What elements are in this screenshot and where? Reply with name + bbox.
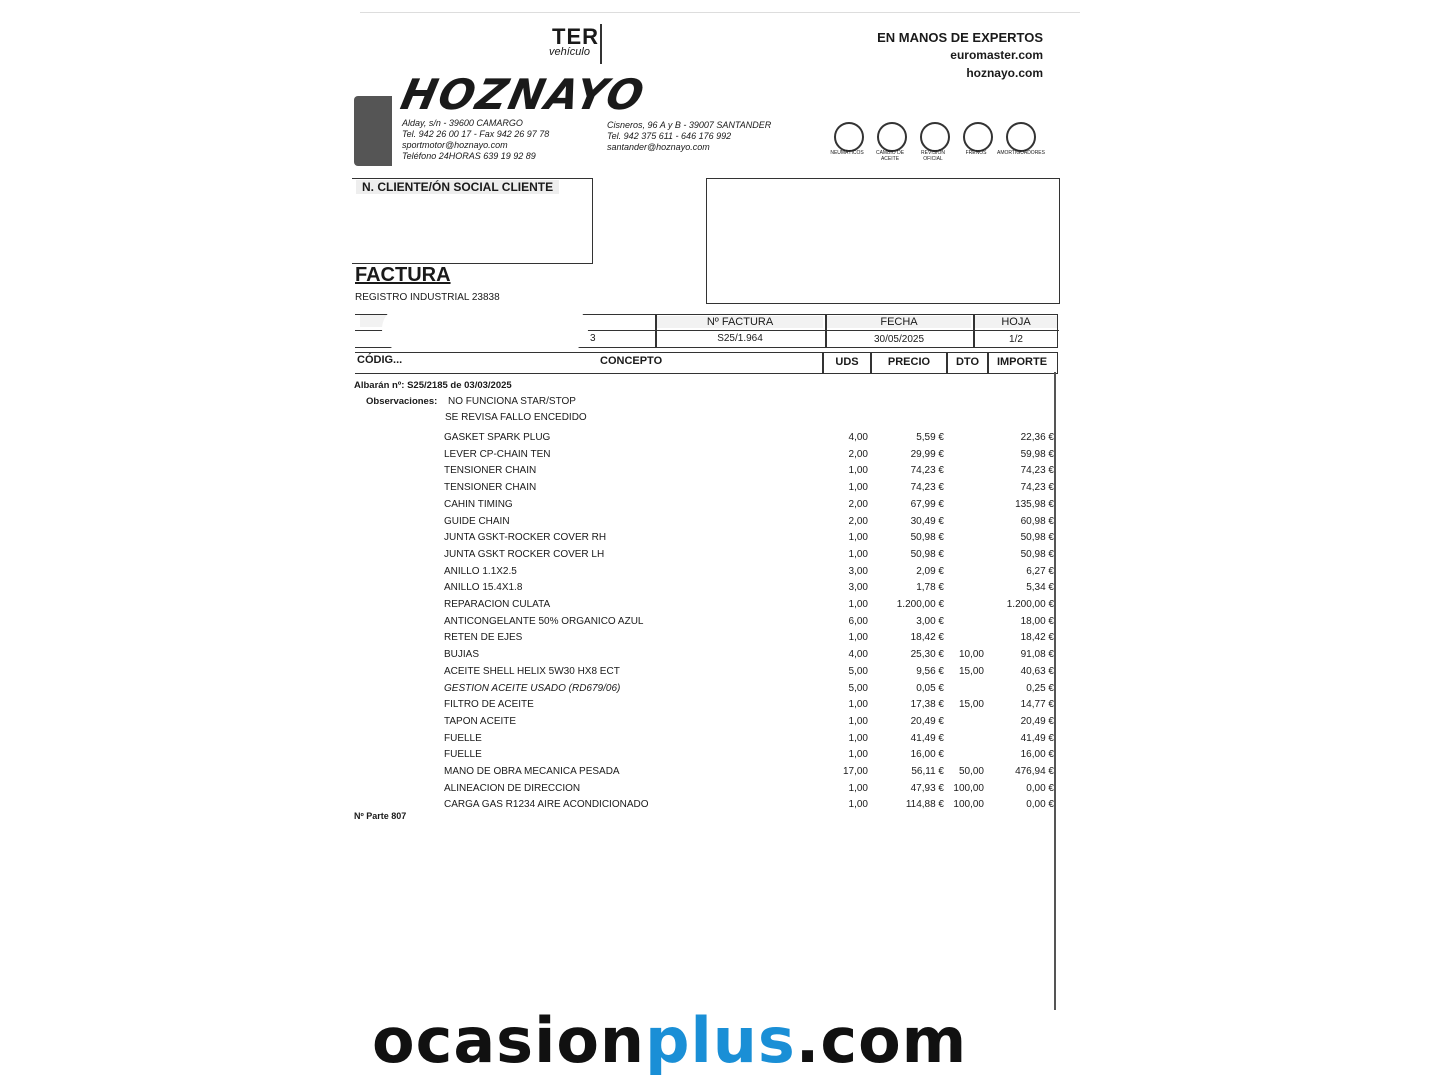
- document-title: FACTURA: [355, 264, 451, 286]
- address-santander: [607, 120, 771, 153]
- item-uds: 2,00: [848, 448, 868, 460]
- table-row: [0, 597, 1440, 613]
- item-uds: 4,00: [848, 649, 868, 661]
- item-importe: 41,49 €: [1020, 732, 1054, 744]
- table-row: [0, 564, 1440, 580]
- item-precio: 41,49 €: [910, 732, 944, 744]
- item-precio: 16,00 €: [910, 749, 944, 761]
- item-uds: 1,00: [848, 465, 868, 477]
- meta-header-page: HOJA: [975, 316, 1057, 328]
- item-concept: FUELLE: [444, 749, 482, 761]
- observation-line: SE REVISA FALLO ENCEDIDO: [445, 412, 587, 423]
- address-line: Teléfono 24HORAS 639 19 92 89: [402, 151, 536, 161]
- recipient-address-box: [706, 178, 1060, 304]
- table-row: [0, 681, 1440, 697]
- item-importe: 74,23 €: [1020, 465, 1054, 477]
- item-dto: 15,00: [958, 699, 984, 711]
- brand-small-top: TER: [552, 24, 599, 49]
- item-precio: 20,49 €: [910, 715, 944, 727]
- item-precio: 5,59 €: [916, 432, 944, 443]
- header-concepto: CONCEPTO: [600, 355, 663, 367]
- item-importe: 74,23 €: [1020, 482, 1054, 494]
- meta-value-date: 30/05/2025: [873, 334, 925, 345]
- registry-number: REGISTRO INDUSTRIAL 23838: [355, 292, 500, 303]
- item-concept: REPARACION CULATA: [444, 599, 551, 610]
- item-uds: 6,00: [848, 615, 868, 627]
- meta-header-invoice-number: Nº FACTURA: [657, 316, 823, 328]
- table-row: [0, 463, 1440, 479]
- address-line: santander@hoznayo.com: [607, 142, 710, 152]
- table-row: [0, 480, 1440, 496]
- logo-mark: [354, 96, 392, 166]
- logo-text: HOZNAYO: [396, 70, 650, 119]
- meta-value-invoice-number: S25/1.964: [717, 333, 763, 344]
- item-uds: 3,00: [848, 565, 868, 577]
- table-row: [0, 664, 1440, 680]
- item-precio: 1.200,00 €: [896, 599, 944, 610]
- item-concept: GASKET SPARK PLUG: [444, 432, 551, 443]
- item-importe: 59,98 €: [1020, 448, 1054, 460]
- table-row: [0, 764, 1440, 780]
- item-precio: 17,38 €: [910, 699, 944, 711]
- address-line: Tel. 942 375 611 - 646 176 992: [607, 131, 732, 141]
- item-concept: RETEN DE EJES: [444, 632, 523, 644]
- parte-number: Nº Parte 807: [354, 811, 407, 821]
- address-line: Tel. 942 26 00 17 - Fax 942 26 97 78: [402, 129, 550, 139]
- item-precio: 29,99 €: [910, 448, 944, 460]
- item-precio: 1,78 €: [916, 582, 944, 594]
- item-concept: JUNTA GSKT ROCKER COVER LH: [444, 548, 605, 560]
- item-concept: ANILLO 1.1X2.5: [444, 565, 517, 577]
- item-uds: 1,00: [848, 732, 868, 744]
- item-concept: MANO DE OBRA MECANICA PESADA: [444, 766, 620, 777]
- car-inspection-icon: [920, 122, 950, 152]
- item-uds: 1,00: [848, 532, 868, 544]
- item-uds: 1,00: [848, 715, 868, 727]
- redacted-area: [382, 306, 588, 352]
- item-precio: 30,49 €: [910, 515, 944, 527]
- table-row: [0, 731, 1440, 747]
- site-hoznayo: hoznayo.com: [966, 66, 1043, 80]
- watermark-part3: .com: [795, 1004, 968, 1077]
- item-importe: 20,49 €: [1020, 715, 1054, 727]
- item-uds: 1,00: [848, 599, 868, 610]
- table-row: [0, 580, 1440, 596]
- item-uds: 1,00: [848, 548, 868, 560]
- item-precio: 50,98 €: [910, 548, 944, 560]
- item-precio: 25,30 €: [910, 649, 944, 661]
- item-precio: 18,42 €: [910, 632, 944, 644]
- item-precio: 74,23 €: [910, 465, 944, 477]
- item-concept: ACEITE SHELL HELIX 5W30 HX8 ECT: [444, 665, 620, 677]
- item-importe: 50,98 €: [1020, 532, 1054, 544]
- item-importe: 40,63 €: [1020, 665, 1054, 677]
- item-uds: 1,00: [848, 749, 868, 761]
- table-row: [0, 447, 1440, 463]
- item-importe: 18,42 €: [1020, 632, 1054, 644]
- table-row: [0, 614, 1440, 630]
- item-concept: BUJIAS: [444, 649, 480, 661]
- item-dto: 15,00: [958, 665, 984, 677]
- meta-header-date: FECHA: [827, 316, 971, 328]
- table-row: [0, 630, 1440, 646]
- item-concept: CAHIN TIMING: [444, 498, 513, 510]
- item-precio: 56,11 €: [911, 766, 944, 777]
- item-importe: 135,98 €: [1015, 498, 1054, 510]
- table-row: [0, 514, 1440, 530]
- header-uds: UDS: [835, 356, 859, 368]
- item-dto: 100,00: [953, 782, 984, 794]
- scan-edge: [360, 12, 1080, 13]
- item-concept: TAPON ACEITE: [444, 715, 517, 727]
- brakes-icon: [963, 122, 993, 152]
- item-uds: 5,00: [848, 665, 868, 677]
- meta-value-page: 1/2: [1009, 334, 1023, 345]
- item-uds: 1,00: [848, 699, 868, 711]
- item-importe: 476,94 €: [1015, 766, 1054, 777]
- item-uds: 1,00: [848, 782, 868, 794]
- meta-value-client: 3: [590, 333, 596, 344]
- item-uds: 1,00: [848, 482, 868, 494]
- oil-change-icon: [877, 122, 907, 152]
- item-importe: 0,00 €: [1026, 799, 1054, 811]
- item-uds: 2,00: [848, 515, 868, 527]
- icon-label: REVISIÓN OFICIAL: [921, 150, 945, 162]
- item-importe: 0,00 €: [1026, 782, 1054, 794]
- item-precio: 114,88 €: [905, 799, 944, 811]
- item-concept: FUELLE: [444, 732, 482, 744]
- item-concept: JUNTA GSKT-ROCKER COVER RH: [444, 532, 607, 544]
- tire-icon: [834, 122, 864, 152]
- item-concept: GUIDE CHAIN: [444, 515, 510, 527]
- item-uds: 4,00: [848, 432, 868, 443]
- table-row: [0, 747, 1440, 763]
- brand-divider: [600, 24, 602, 64]
- item-uds: 3,00: [848, 582, 868, 594]
- item-dto: 50,00: [958, 766, 984, 777]
- albaran-ref: Albarán nº: S25/2185 de 03/03/2025: [354, 380, 512, 391]
- item-concept: TENSIONER CHAIN: [444, 482, 537, 494]
- item-precio: 9,56 €: [916, 665, 944, 677]
- header-dto: DTO: [955, 356, 980, 368]
- item-importe: 16,00 €: [1020, 749, 1054, 761]
- item-precio: 74,23 €: [910, 482, 944, 494]
- table-row: [0, 697, 1440, 713]
- item-precio: 3,00 €: [916, 615, 944, 627]
- address-camargo: [402, 118, 549, 162]
- site-euromaster: euromaster.com: [950, 48, 1043, 62]
- header-precio: PRECIO: [887, 356, 931, 368]
- item-uds: 5,00: [848, 682, 868, 694]
- table-row: [0, 797, 1440, 813]
- header-importe: IMPORTE: [996, 356, 1048, 368]
- item-concept: ALINEACION DE DIRECCION: [444, 782, 581, 794]
- item-concept: LEVER CP-CHAIN TEN: [444, 448, 551, 460]
- item-uds: 1,00: [848, 632, 868, 644]
- item-precio: 67,99 €: [910, 498, 944, 510]
- item-uds: 1,00: [848, 799, 868, 811]
- client-box-title: N. CLIENTE/ÓN SOCIAL CLIENTE: [356, 180, 559, 194]
- item-precio: 47,93 €: [910, 782, 944, 794]
- item-uds: 17,00: [842, 766, 868, 777]
- table-row: [0, 547, 1440, 563]
- icon-label: NEUMÁTICOS: [830, 150, 864, 156]
- item-importe: 0,25 €: [1026, 682, 1054, 694]
- item-importe: 6,27 €: [1026, 565, 1054, 577]
- item-concept: FILTRO DE ACEITE: [444, 699, 534, 711]
- item-precio: 0,05 €: [916, 682, 944, 694]
- table-row: [0, 497, 1440, 513]
- watermark-part2: plus: [645, 1004, 796, 1077]
- address-line: sportmotor@hoznayo.com: [402, 140, 508, 150]
- item-importe: 22,36 €: [1020, 432, 1054, 443]
- observaciones-label: Observaciones:: [366, 396, 438, 407]
- item-concept: CARGA GAS R1234 AIRE ACONDICIONADO: [444, 799, 649, 811]
- item-concept: ANTICONGELANTE 50% ORGANICO AZUL: [444, 615, 644, 627]
- item-precio: 50,98 €: [910, 532, 944, 544]
- observation-line: NO FUNCIONA STAR/STOP: [448, 396, 576, 407]
- ocasionplus-watermark: [372, 1006, 967, 1076]
- tagline: EN MANOS DE EXPERTOS: [877, 30, 1043, 45]
- item-importe: 14,77 €: [1020, 699, 1054, 711]
- table-row: [0, 530, 1440, 546]
- item-importe: 5,34 €: [1026, 582, 1054, 594]
- icon-label: AMORTIGUADORES: [997, 150, 1045, 156]
- item-concept: TENSIONER CHAIN: [444, 465, 537, 477]
- table-row: [0, 714, 1440, 730]
- watermark-part1: ocasion: [372, 1004, 646, 1077]
- item-importe: 1.200,00 €: [1006, 599, 1054, 610]
- item-precio: 2,09 €: [916, 565, 944, 577]
- item-uds: 2,00: [848, 498, 868, 510]
- brand-small-bottom: vehículo: [549, 46, 590, 58]
- table-row: [0, 430, 1440, 446]
- table-row: [0, 781, 1440, 797]
- item-importe: 60,98 €: [1020, 515, 1054, 527]
- item-importe: 50,98 €: [1020, 548, 1054, 560]
- item-importe: 18,00 €: [1020, 615, 1054, 627]
- item-concept: ANILLO 15.4X1.8: [444, 582, 523, 594]
- address-line: Cisneros, 96 A y B - 39007 SANTANDER: [607, 120, 772, 130]
- item-dto: 100,00: [953, 799, 984, 811]
- table-row: [0, 647, 1440, 663]
- header-codigo: CÓDIG...: [357, 354, 403, 366]
- item-importe: 91,08 €: [1020, 649, 1054, 661]
- shock-absorber-icon: [1006, 122, 1036, 152]
- icon-label: CAMBIO DE ACEITE: [875, 150, 905, 162]
- item-concept: GESTION ACEITE USADO (RD679/06): [444, 682, 621, 694]
- address-line: Alday, s/n - 39600 CAMARGO: [402, 118, 523, 128]
- item-dto: 10,00: [958, 649, 984, 661]
- icon-label: FRENOS: [965, 150, 987, 156]
